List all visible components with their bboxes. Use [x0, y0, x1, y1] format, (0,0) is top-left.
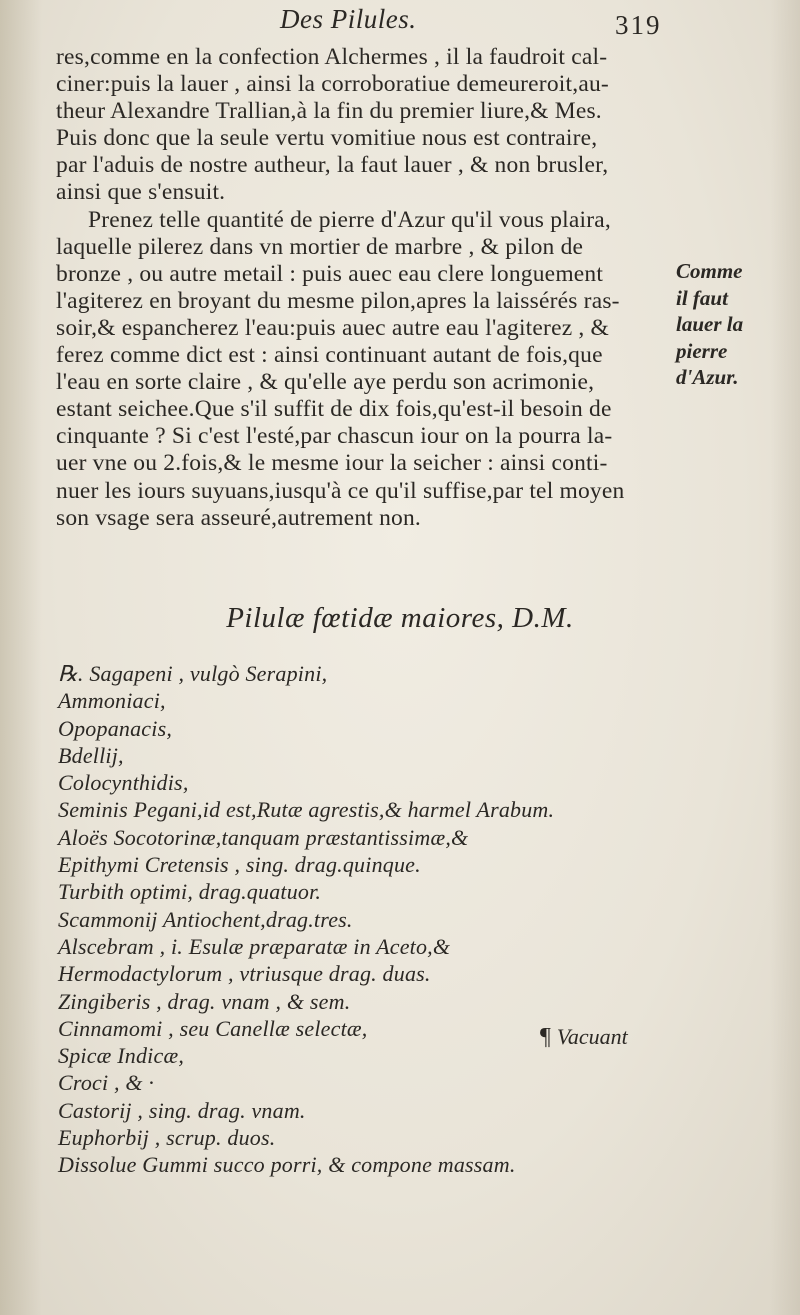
running-head: Des Pilules. [280, 4, 417, 34]
text-line: uer vne ou 2.fois,& le mesme iour la seicher : ainsi conti- [56, 450, 608, 477]
text-line: laquelle pilerez dans vn mortier de marbre , & pilon de [56, 233, 584, 260]
page-gutter-shadow [0, 0, 42, 1315]
recipe-line: Scammonij Antiochent,drag.tres. [58, 906, 353, 932]
recipe-line: Epithymi Cretensis , sing. drag.quinque. [58, 852, 421, 878]
recipe-line: Seminis Pegani,id est,Rutæ agrestis,& harmel Arabum. [58, 797, 555, 823]
recipe-line: Hermodactylorum , vtriusque drag. duas. [58, 961, 431, 987]
recipe-line: Spicæ Indicæ, [58, 1043, 185, 1069]
text-line: estant seichee.Que s'il suffit de dix fois,qu'est-il besoin de [56, 396, 612, 423]
text-line: soir,& espancherez l'eau:puis auec autre eau l'agiterez , & [56, 314, 610, 341]
text-line: Prenez telle quantité de pierre d'Azur qu'il vous plaira, [88, 206, 611, 233]
text-line: cinquante ? Si c'est l'esté,par chascun iour on la pourra la- [56, 423, 613, 450]
text-line: Puis donc que la seule vertu vomitiue nous est contraire, [56, 125, 598, 152]
text-line: ferez comme dict est : ainsi continuant autant de fois,que [56, 342, 603, 369]
margin-note [676, 258, 796, 391]
recipe-line: Ammoniaci, [58, 688, 166, 714]
margin-note-line: d'Azur. [676, 365, 739, 389]
text-line: ciner:puis la lauer , ainsi la corroboratiue demeureroit,au- [56, 71, 609, 98]
recipe-line: Croci , & · [58, 1070, 155, 1096]
text-line: nuer les iours suyuans,iusqu'à ce qu'il suffise,par tel moyen [56, 477, 625, 504]
text-line: son vsage sera asseuré,autrement non. [56, 504, 421, 531]
recipe-line: Turbith optimi, drag.quatuor. [58, 879, 322, 905]
text-line: res,comme en la confection Alchermes , il la faudroit cal- [56, 44, 608, 70]
text-line: bronze , ou autre metail : puis auec eau clere longuement [56, 260, 604, 287]
catchword [540, 1024, 628, 1051]
page-edge-shadow [770, 0, 800, 1315]
recipe-line: Aloës Socotorinæ,tanquam præstantissimæ,& [58, 824, 469, 850]
text-line: l'agiterez en broyant du mesme pilon,apres la laissérés ras- [56, 287, 620, 314]
recipe-line: Euphorbij , scrup. duos. [58, 1125, 276, 1151]
catchword-text: Vacuant [556, 1024, 628, 1049]
margin-note-line: pierre [676, 338, 728, 363]
recipe-line: Bdellij, [58, 742, 124, 768]
text-line: par l'aduis de nostre autheur, la faut lauer , & non brusler, [56, 152, 609, 179]
margin-note-line: Comme [676, 259, 743, 283]
recipe-line: Alscebram , i. Esulæ præparatæ in Aceto,& [58, 933, 451, 959]
recipe-line: Colocynthidis, [58, 770, 189, 796]
page-number: 319 [615, 10, 662, 40]
text-line: l'eau en sorte claire , & qu'elle aye perdu son acrimonie, [56, 369, 595, 396]
body-paragraphs [56, 44, 746, 532]
recipe-line: ℞. Sagapeni , vulgò Serapini, [58, 661, 328, 686]
recipe-line: Cinnamomi , seu Canellæ selectæ, [58, 1015, 368, 1041]
recipe-line: Zingiberis , drag. vnam , & sem. [58, 988, 351, 1014]
pilcrow-icon: ¶ [540, 1024, 551, 1050]
recipe-title: Pilulæ fœtidæ maiores, D.M. [226, 602, 574, 634]
text-line: theur Alexandre Trallian,à la fin du premier liure,& Mes. [56, 98, 602, 125]
margin-note-line: il faut [676, 285, 728, 310]
text-line: ainsi que s'ensuit. [56, 179, 226, 206]
page-header [0, 4, 800, 40]
margin-note-line: lauer la [676, 312, 744, 336]
recipe-list [58, 660, 758, 1179]
recipe-line: Castorij , sing. drag. vnam. [58, 1097, 306, 1123]
recipe-line: Dissolue Gummi succo porri, & compone massam. [58, 1152, 516, 1178]
recipe-line: Opopanacis, [58, 715, 173, 741]
